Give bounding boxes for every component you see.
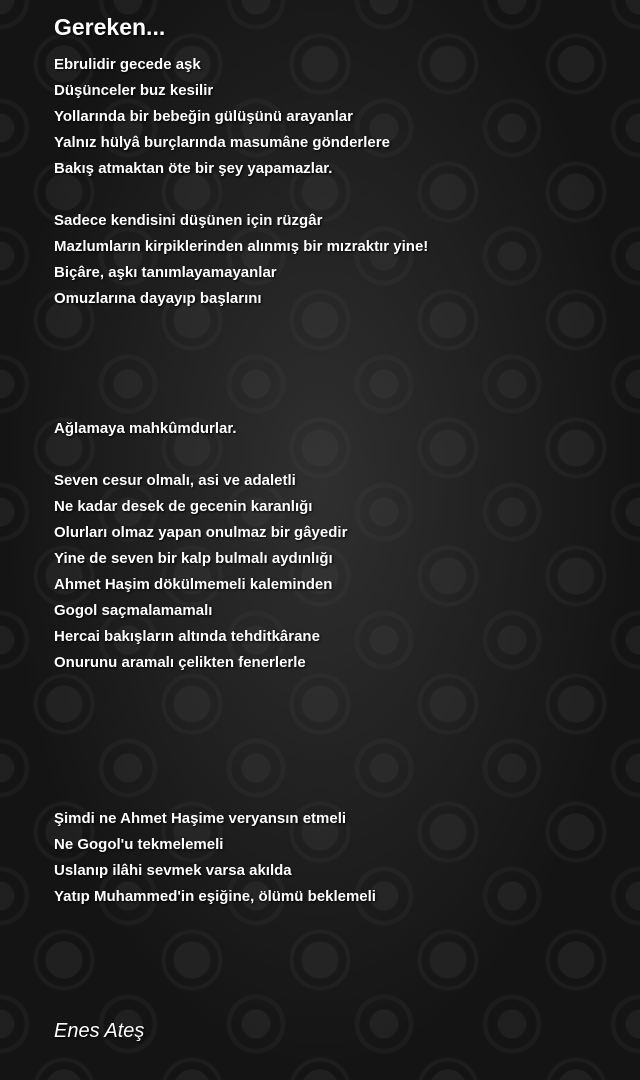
poem-line: Şimdi ne Ahmet Haşime veryansın etmeli [54, 810, 347, 827]
poem-line: Onurunu aramalı çelikten fenerlerle [54, 654, 306, 671]
poem-line: Yatıp Muhammed'in eşiğine, ölümü beklemeli [54, 888, 376, 905]
poem-line: Düşünceler buz kesilir [54, 82, 214, 99]
poem-line: Seven cesur olmalı, asi ve adaletli [54, 472, 296, 489]
poem-author: Enes Ateş [54, 1020, 145, 1042]
stanza-2 [54, 208, 624, 312]
stanza-5 [54, 806, 624, 910]
poem-line: Hercai bakışların altında tehditkârane [54, 628, 320, 645]
poem-line: Olurları olmaz yapan onulmaz bir gâyedir [54, 524, 348, 541]
poem-line: Sadece kendisini düşünen için rüzgâr [54, 212, 323, 229]
stanza-1 [54, 52, 624, 182]
poem-title: Gereken... [54, 14, 166, 40]
poem-line: Ahmet Haşim dökülmemeli kaleminden [54, 576, 333, 593]
poem-line: Ne kadar desek de gecenin karanlığı [54, 498, 313, 515]
poem-line: Mazlumların kirpiklerinden alınmış bir mızraktır yine! [54, 238, 429, 255]
poem-line: Ne Gogol'u tekmelemeli [54, 836, 224, 853]
poem-line: Ebrulidir gecede aşk [54, 56, 201, 73]
stanza-gap [54, 442, 624, 468]
stanza-4 [54, 468, 624, 676]
poem-line: Bakış atmaktan öte bir şey yapamazlar. [54, 160, 333, 177]
poem-line: Omuzlarına dayayıp başlarını [54, 290, 262, 307]
poem-line: Biçâre, aşkı tanımlayamayanlar [54, 264, 277, 281]
poem-line: Yollarında bir bebeğin gülüşünü arayanlar [54, 108, 353, 125]
stanza-3 [54, 416, 624, 442]
stanza-gap [54, 676, 624, 806]
stanza-gap [54, 312, 624, 416]
poem-line: Yine de seven bir kalp bulmalı aydınlığı [54, 550, 333, 567]
poem-line: Uslanıp ilâhi sevmek varsa akılda [54, 862, 292, 879]
stanza-gap [54, 182, 624, 208]
poem-body [54, 52, 624, 910]
poem-line: Gogol saçmalamamalı [54, 602, 213, 619]
poem-line: Yalnız hülyâ burçlarında masumâne gönderlere [54, 134, 390, 151]
poem-line: Ağlamaya mahkûmdurlar. [54, 420, 237, 437]
